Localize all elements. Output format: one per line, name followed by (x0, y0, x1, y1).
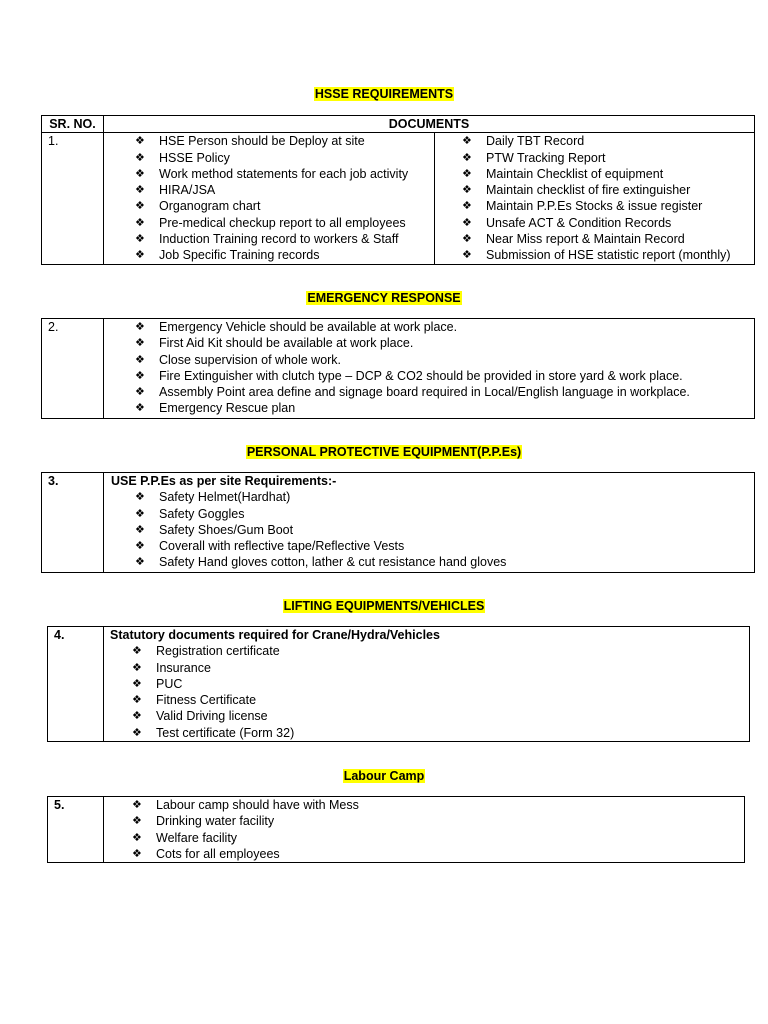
diamond-bullet-icon: ❖ (135, 540, 145, 553)
list-item-text: Fire Extinguisher with clutch type – DCP & CO2 should be provided in store yard & work place. (159, 368, 683, 383)
list-item (132, 725, 749, 741)
lifting-list (132, 643, 749, 741)
lifting-cell (104, 627, 750, 742)
diamond-bullet-icon: ❖ (462, 167, 472, 180)
hsse-left-cell (104, 133, 435, 265)
list-item (132, 830, 744, 846)
list-item (135, 166, 434, 182)
diamond-bullet-icon: ❖ (132, 815, 142, 828)
list-item (132, 846, 744, 862)
list-item-text: Safety Hand gloves cotton, lather & cut resistance hand gloves (159, 555, 507, 570)
diamond-bullet-icon: ❖ (462, 151, 472, 164)
diamond-bullet-icon: ❖ (135, 491, 145, 504)
diamond-bullet-icon: ❖ (135, 369, 145, 382)
list-item (462, 182, 754, 198)
list-item-text: Maintain Checklist of equipment (486, 166, 664, 181)
heading-ppe: PERSONAL PROTECTIVE EQUIPMENT(P.P.Es) (246, 445, 522, 459)
table-hsse (41, 115, 755, 265)
list-item-text: Emergency Rescue plan (159, 401, 296, 416)
table-emergency (41, 318, 755, 419)
table-row (48, 627, 750, 742)
emergency-cell (104, 319, 755, 419)
diamond-bullet-icon: ❖ (135, 353, 145, 366)
diamond-bullet-icon: ❖ (135, 507, 145, 520)
list-item (135, 319, 754, 335)
diamond-bullet-icon: ❖ (462, 233, 472, 246)
list-item (132, 813, 744, 829)
diamond-bullet-icon: ❖ (135, 216, 145, 229)
diamond-bullet-icon: ❖ (132, 799, 142, 811)
heading-camp: Labour Camp (343, 769, 425, 783)
diamond-bullet-icon: ❖ (135, 249, 145, 262)
diamond-bullet-icon: ❖ (132, 645, 142, 658)
diamond-bullet-icon: ❖ (462, 249, 472, 262)
list-item-text: Registration certificate (156, 644, 280, 659)
list-item (135, 522, 754, 538)
diamond-bullet-icon: ❖ (135, 523, 145, 536)
list-item-text: Test certificate (Form 32) (156, 725, 295, 740)
diamond-bullet-icon: ❖ (132, 694, 142, 707)
heading-emergency: EMERGENCY RESPONSE (307, 291, 461, 305)
diamond-bullet-icon: ❖ (132, 710, 142, 723)
sr-number: 3. (42, 473, 104, 573)
list-item-text: Maintain P.P.Es Stocks & issue register (486, 199, 703, 214)
list-item (135, 384, 754, 400)
list-item-text: HSE Person should be Deploy at site (159, 134, 365, 149)
hsse-right-cell (435, 133, 755, 265)
list-item-text: Emergency Vehicle should be available at work place. (159, 320, 458, 334)
diamond-bullet-icon: ❖ (135, 337, 145, 350)
list-item (132, 692, 749, 708)
list-item (462, 247, 754, 263)
diamond-bullet-icon: ❖ (135, 151, 145, 164)
table-row (42, 319, 755, 419)
list-item-text: Coverall with reflective tape/Reflective Vests (159, 539, 405, 554)
list-item-text: Daily TBT Record (486, 134, 585, 149)
diamond-bullet-icon: ❖ (462, 184, 472, 197)
diamond-bullet-icon: ❖ (135, 386, 145, 399)
list-item (135, 335, 754, 351)
list-item (135, 506, 754, 522)
list-item (462, 166, 754, 182)
list-item (135, 400, 754, 416)
list-item-text: Work method statements for each job activity (159, 166, 409, 181)
list-item (462, 231, 754, 247)
list-item-text: Unsafe ACT & Condition Records (486, 215, 672, 230)
list-item (135, 489, 754, 505)
list-item (135, 198, 434, 214)
list-item (132, 797, 744, 813)
list-item-text: First Aid Kit should be available at work place. (159, 336, 414, 351)
table-lifting (47, 626, 750, 742)
diamond-bullet-icon: ❖ (135, 233, 145, 246)
list-item-text: Close supervision of whole work. (159, 352, 342, 367)
list-item (135, 133, 434, 149)
list-item (135, 368, 754, 384)
list-item (132, 660, 749, 676)
sr-number: 2. (42, 319, 104, 419)
diamond-bullet-icon: ❖ (132, 677, 142, 690)
list-item-text: Organogram chart (159, 199, 261, 214)
ppe-list (135, 489, 754, 570)
diamond-bullet-icon: ❖ (135, 167, 145, 180)
list-item-text: Safety Helmet(Hardhat) (159, 490, 291, 505)
list-item-text: Assembly Point area define and signage board required in Local/English language in workplace. (159, 385, 690, 400)
header-documents: DOCUMENTS (104, 116, 755, 133)
list-item-text: Induction Training record to workers & Staff (159, 232, 399, 247)
list-item-text: Cots for all employees (156, 846, 280, 861)
diamond-bullet-icon: ❖ (135, 135, 145, 148)
hsse-left-list (135, 133, 434, 263)
table-row (42, 133, 755, 265)
list-item (135, 352, 754, 368)
list-item-text: Maintain checklist of fire extinguisher (486, 183, 691, 198)
table-camp (47, 796, 745, 863)
list-item (135, 554, 754, 570)
list-item-text: HIRA/JSA (159, 183, 216, 198)
list-item (462, 215, 754, 231)
diamond-bullet-icon: ❖ (135, 321, 145, 333)
diamond-bullet-icon: ❖ (132, 661, 142, 674)
diamond-bullet-icon: ❖ (132, 831, 142, 844)
list-item (132, 643, 749, 659)
list-item-text: Valid Driving license (156, 709, 268, 724)
list-item-text: Submission of HSE statistic report (monthly) (486, 248, 731, 263)
list-item-text: Insurance (156, 660, 211, 675)
ppe-intro: USE P.P.Es as per site Requirements:- (111, 474, 337, 488)
hsse-right-list (462, 133, 754, 263)
emergency-list (135, 319, 754, 417)
diamond-bullet-icon: ❖ (462, 200, 472, 213)
diamond-bullet-icon: ❖ (462, 216, 472, 229)
list-item-text: Safety Goggles (159, 506, 245, 521)
table-row (48, 797, 745, 863)
list-item (132, 708, 749, 724)
list-item (462, 150, 754, 166)
list-item (135, 247, 434, 263)
ppe-cell (104, 473, 755, 573)
list-item (462, 133, 754, 149)
list-item-text: HSSE Policy (159, 150, 230, 165)
list-item (135, 182, 434, 198)
list-item-text: Near Miss report & Maintain Record (486, 232, 685, 247)
diamond-bullet-icon: ❖ (135, 184, 145, 197)
list-item (462, 198, 754, 214)
list-item-text: Pre-medical checkup report to all employees (159, 215, 406, 230)
table-row (42, 473, 755, 573)
list-item-text: PUC (156, 676, 183, 691)
heading-lifting: LIFTING EQUIPMENTS/VEHICLES (283, 599, 485, 613)
heading-hsse: HSSE REQUIREMENTS (314, 87, 454, 101)
camp-list (132, 797, 744, 862)
diamond-bullet-icon: ❖ (132, 726, 142, 739)
table-header-row (42, 116, 755, 133)
list-item (135, 150, 434, 166)
header-sr-no: SR. NO. (42, 116, 104, 133)
list-item-text: Drinking water facility (156, 814, 275, 829)
list-item-text: PTW Tracking Report (486, 150, 606, 165)
diamond-bullet-icon: ❖ (135, 200, 145, 213)
diamond-bullet-icon: ❖ (132, 847, 142, 860)
list-item-text: Job Specific Training records (159, 248, 320, 263)
list-item (135, 538, 754, 554)
sr-number: 5. (48, 797, 104, 863)
diamond-bullet-icon: ❖ (135, 402, 145, 415)
list-item (132, 676, 749, 692)
list-item (135, 231, 434, 247)
list-item-text: Labour camp should have with Mess (156, 798, 359, 812)
table-ppe (41, 472, 755, 573)
list-item-text: Welfare facility (156, 830, 238, 845)
lifting-intro: Statutory documents required for Crane/Hydra/Vehicles (110, 628, 440, 642)
list-item-text: Fitness Certificate (156, 693, 257, 708)
diamond-bullet-icon: ❖ (462, 135, 472, 148)
list-item (135, 215, 434, 231)
sr-number: 4. (48, 627, 104, 742)
sr-number: 1. (42, 133, 104, 265)
list-item-text: Safety Shoes/Gum Boot (159, 522, 294, 537)
diamond-bullet-icon: ❖ (135, 556, 145, 569)
camp-cell (104, 797, 745, 863)
